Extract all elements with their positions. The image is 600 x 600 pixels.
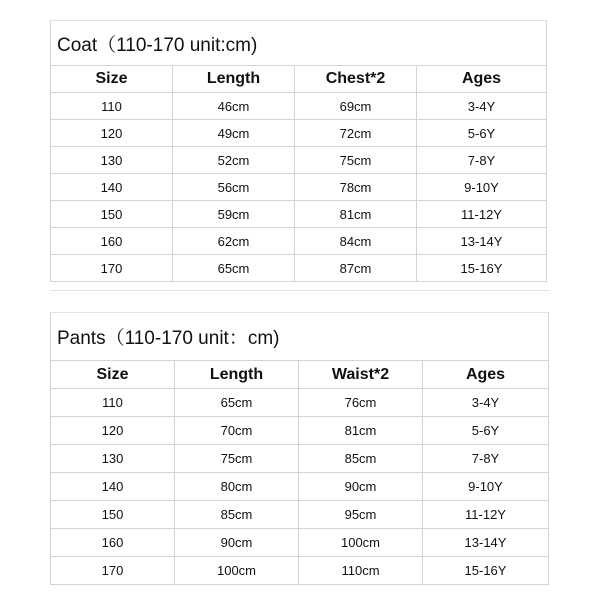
coat-header-size: Size: [51, 66, 173, 93]
pants-waist-cell: 95cm: [299, 501, 423, 529]
coat-size-cell: 150: [51, 201, 173, 228]
coat-size-cell: 170: [51, 255, 173, 282]
pants-size-cell: 110: [51, 389, 175, 417]
coat-length-cell: 56cm: [173, 174, 295, 201]
pants-waist-cell: 100cm: [299, 529, 423, 557]
table-row: [51, 174, 547, 201]
coat-length-cell: 49cm: [173, 120, 295, 147]
coat-header-chest: Chest*2: [295, 66, 417, 93]
coat-size-cell: 120: [51, 120, 173, 147]
pants-ages-cell: 15-16Y: [423, 557, 549, 585]
coat-ages-cell: 11-12Y: [417, 201, 547, 228]
pants-waist-cell: 81cm: [299, 417, 423, 445]
table-row: [51, 93, 547, 120]
coat-chest-cell: 87cm: [295, 255, 417, 282]
pants-length-cell: 100cm: [175, 557, 299, 585]
pants-size-cell: 150: [51, 501, 175, 529]
coat-header-length: Length: [173, 66, 295, 93]
coat-length-cell: 52cm: [173, 147, 295, 174]
pants-length-cell: 70cm: [175, 417, 299, 445]
coat-length-cell: 65cm: [173, 255, 295, 282]
pants-table-title: Pants（110-170 unit：cm): [51, 313, 549, 361]
pants-ages-cell: 3-4Y: [423, 389, 549, 417]
pants-length-cell: 90cm: [175, 529, 299, 557]
pants-length-cell: 75cm: [175, 445, 299, 473]
pants-size-cell: 170: [51, 557, 175, 585]
table-row: [51, 389, 549, 417]
table-row: [51, 147, 547, 174]
pants-waist-cell: 76cm: [299, 389, 423, 417]
coat-header-ages: Ages: [417, 66, 547, 93]
coat-size-table: [50, 20, 547, 282]
table-row: [51, 255, 547, 282]
table-row: [51, 445, 549, 473]
coat-ages-cell: 3-4Y: [417, 93, 547, 120]
pants-waist-cell: 110cm: [299, 557, 423, 585]
coat-size-cell: 130: [51, 147, 173, 174]
pants-length-cell: 65cm: [175, 389, 299, 417]
pants-header-length: Length: [175, 361, 299, 389]
pants-header-row: [51, 361, 549, 389]
coat-length-cell: 59cm: [173, 201, 295, 228]
table-row: [51, 501, 549, 529]
pants-ages-cell: 7-8Y: [423, 445, 549, 473]
coat-chest-cell: 75cm: [295, 147, 417, 174]
coat-ages-cell: 7-8Y: [417, 147, 547, 174]
table-row: [51, 417, 549, 445]
coat-chest-cell: 81cm: [295, 201, 417, 228]
table-row: [51, 529, 549, 557]
table-row: [51, 228, 547, 255]
pants-header-ages: Ages: [423, 361, 549, 389]
coat-size-cell: 160: [51, 228, 173, 255]
coat-size-cell: 140: [51, 174, 173, 201]
coat-size-cell: 110: [51, 93, 173, 120]
pants-ages-cell: 9-10Y: [423, 473, 549, 501]
coat-ages-cell: 15-16Y: [417, 255, 547, 282]
table-row: [51, 201, 547, 228]
coat-ages-cell: 5-6Y: [417, 120, 547, 147]
coat-chest-cell: 84cm: [295, 228, 417, 255]
coat-header-row: [51, 66, 547, 93]
pants-ages-cell: 11-12Y: [423, 501, 549, 529]
coat-chest-cell: 78cm: [295, 174, 417, 201]
coat-ages-cell: 13-14Y: [417, 228, 547, 255]
pants-length-cell: 85cm: [175, 501, 299, 529]
table-row: [51, 120, 547, 147]
pants-header-size: Size: [51, 361, 175, 389]
pants-size-cell: 140: [51, 473, 175, 501]
coat-chest-cell: 72cm: [295, 120, 417, 147]
pants-waist-cell: 90cm: [299, 473, 423, 501]
coat-length-cell: 62cm: [173, 228, 295, 255]
table-row: [51, 557, 549, 585]
pants-size-cell: 160: [51, 529, 175, 557]
coat-table-title: Coat（110-170 unit:cm): [51, 21, 547, 66]
coat-ages-cell: 9-10Y: [417, 174, 547, 201]
pants-waist-cell: 85cm: [299, 445, 423, 473]
pants-header-waist: Waist*2: [299, 361, 423, 389]
coat-length-cell: 46cm: [173, 93, 295, 120]
table-row: [51, 473, 549, 501]
pants-length-cell: 80cm: [175, 473, 299, 501]
pants-ages-cell: 5-6Y: [423, 417, 549, 445]
coat-table-bottom-divider: [50, 290, 550, 291]
pants-size-cell: 130: [51, 445, 175, 473]
pants-ages-cell: 13-14Y: [423, 529, 549, 557]
pants-size-cell: 120: [51, 417, 175, 445]
coat-chest-cell: 69cm: [295, 93, 417, 120]
pants-size-table: [50, 312, 549, 585]
